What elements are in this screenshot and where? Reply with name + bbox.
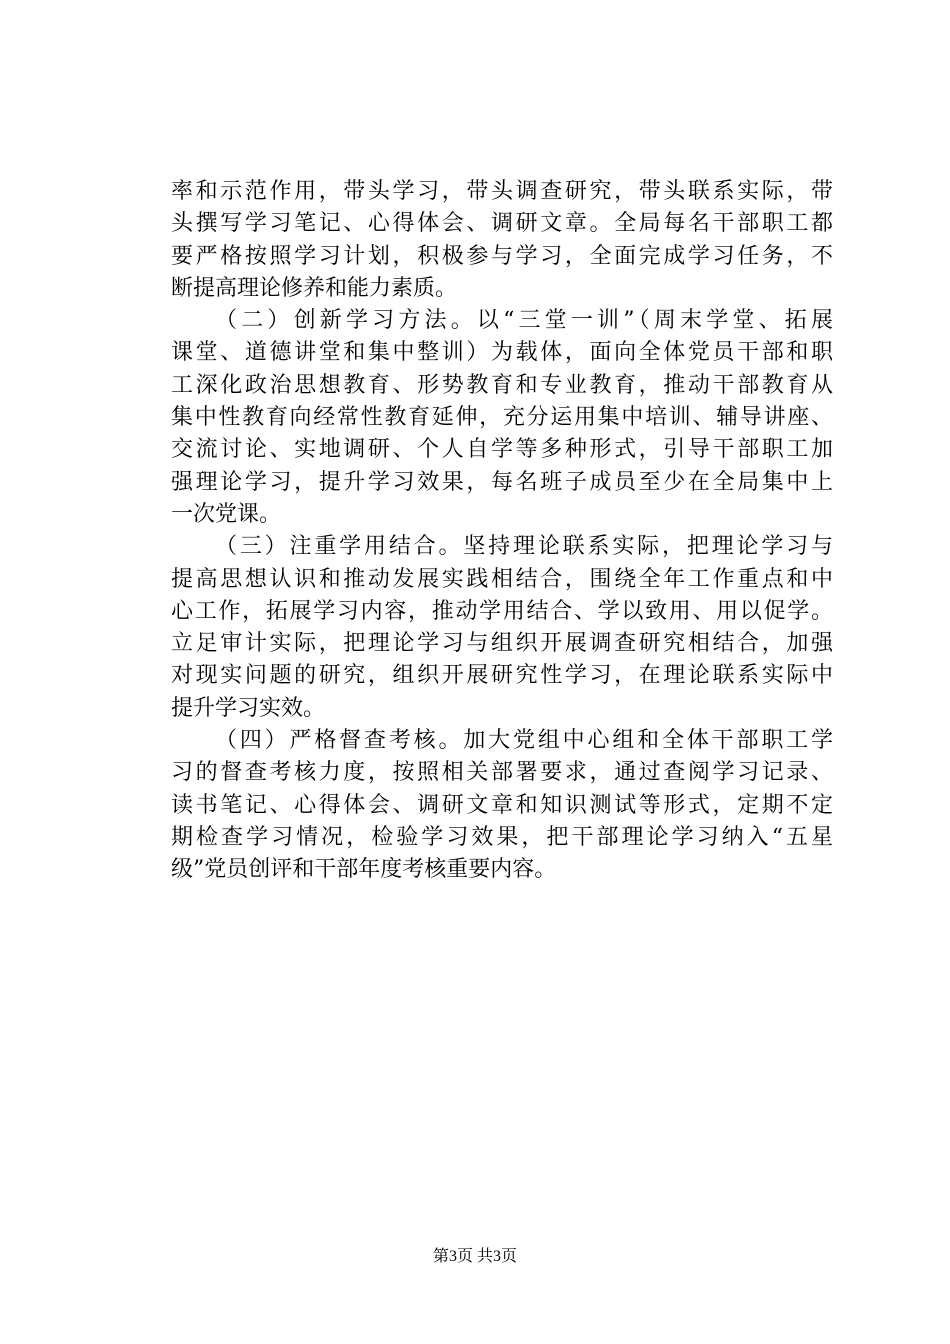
text-line: 课堂、道德讲堂和集中整训）为载体，面向全体党员干部和职 [171, 340, 833, 366]
text-line: 读书笔记、心得体会、调研文章和知识测试等形式，定期不定 [171, 792, 833, 818]
section-heading-line: （三）注重学用结合。坚持理论联系实际，把理论学习与 [215, 534, 833, 560]
text-line: 头撰写学习笔记、心得体会、调研文章。全局每名干部职工都 [171, 211, 833, 237]
text-line: 交流讨论、实地调研、个人自学等多种形式，引导干部职工加 [171, 437, 833, 463]
text-line: 工深化政治思想教育、形势教育和专业教育，推动干部教育从 [171, 372, 833, 398]
text-line: 一次党课。 [171, 501, 282, 527]
text-line: 提高思想认识和推动发展实践相结合，围绕全年工作重点和中 [171, 566, 833, 592]
section-heading-line: （四）严格督查考核。加大党组中心组和全体干部职工学 [215, 728, 833, 754]
text-line: 率和示范作用，带头学习，带头调查研究，带头联系实际，带 [171, 179, 833, 204]
text-line: 期检查学习情况，检验学习效果，把干部理论学习纳入“五星 [171, 824, 833, 850]
text-line: 立足审计实际，把理论学习与组织开展调查研究相结合，加强 [171, 631, 833, 657]
text-line: 要严格按照学习计划，积极参与学习，全面完成学习任务，不 [171, 243, 833, 269]
document-body [171, 176, 833, 887]
text-line: 习的督查考核力度，按照相关部署要求，通过查阅学习记录、 [171, 760, 833, 786]
text-line: 心工作，拓展学习内容，推动学用结合、学以致用、用以促学。 [171, 598, 833, 624]
text-line: 集中性教育向经常性教育延伸，充分运用集中培训、辅导讲座、 [171, 405, 833, 431]
section-heading-line: （二）创新学习方法。以“三堂一训”（周末学堂、拓展 [215, 308, 833, 334]
text-line: 断提高理论修养和能力素质。 [171, 275, 458, 301]
page-footer: 第3页 共3页 [432, 1248, 517, 1265]
text-line: 级”党员创评和干部年度考核重要内容。 [171, 857, 557, 883]
text-line: 提升学习实效。 [171, 695, 326, 721]
text-line: 对现实问题的研究，组织开展研究性学习，在理论联系实际中 [171, 663, 833, 689]
text-line: 强理论学习，提升学习效果，每名班子成员至少在全局集中上 [171, 469, 833, 495]
